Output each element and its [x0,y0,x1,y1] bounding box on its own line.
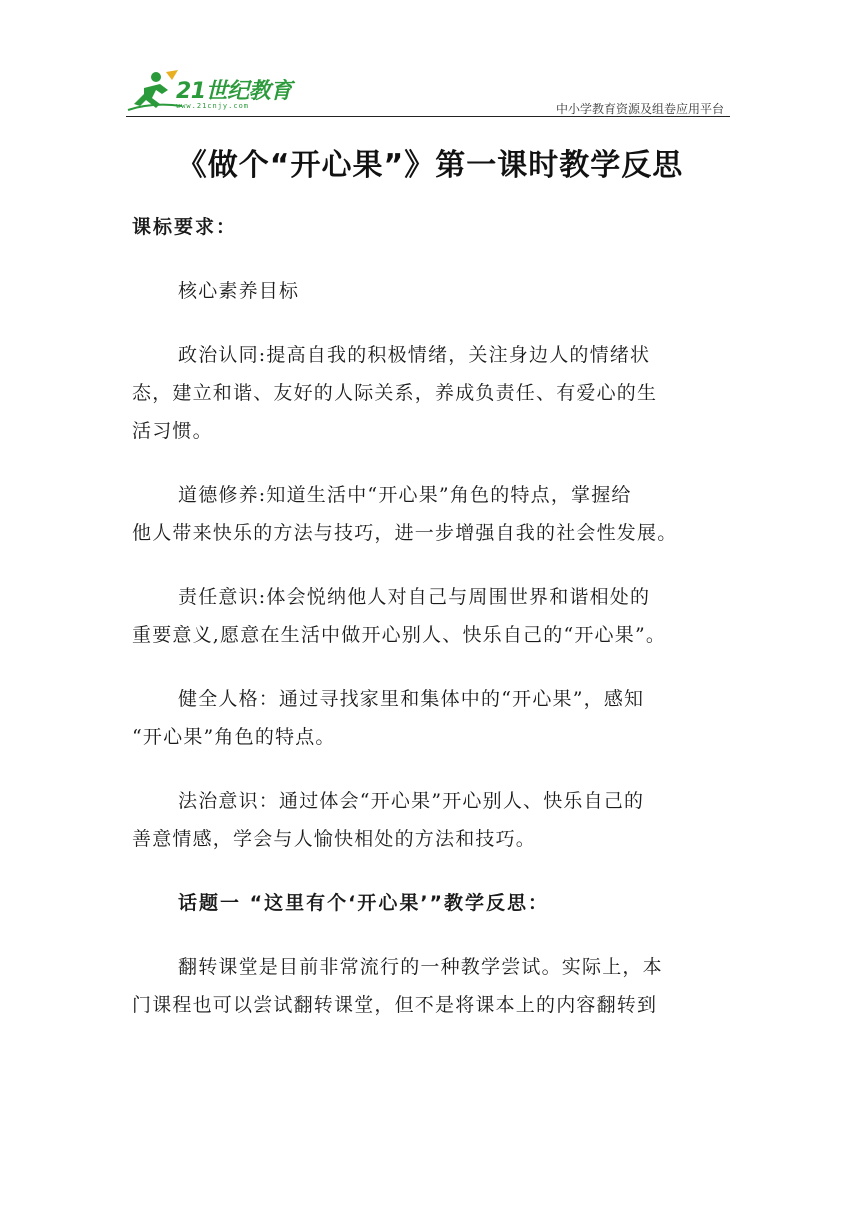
logo [126,68,296,114]
core-literacy-heading: 核心素养目标 [178,280,300,302]
paragraph-line: 翻转课堂是目前非常流行的一种教学尝试。实际上，本 [178,956,663,978]
document-title: 《做个“开心果”》第一课时教学反思 [176,148,684,183]
paragraph-responsibility [132,578,732,654]
topic-heading: 话题一 “这里有个‘开心果’”教学反思： [178,892,550,914]
paragraph-moral [132,476,732,552]
paragraph-line: 态，建立和谐、友好的人际关系，养成负责任、有爱心的生 [132,382,658,404]
paragraph-line: 重要意义,愿意在生活中做开心别人、快乐自己的“开心果”。 [132,624,667,646]
paragraph-line: 政治认同:提高自我的积极情绪，关注身边人的情绪状 [178,344,651,366]
paragraph-line: 善意情感，学会与人愉快相处的方法和技巧。 [132,828,537,850]
paragraph-line: 法治意识：通过体会“开心果”开心别人、快乐自己的 [178,790,645,812]
paragraph-line: 门课程也可以尝试翻转课堂，但不是将课本上的内容翻转到 [132,994,658,1016]
header-divider [126,116,730,117]
logo-text: 21世纪教育 [176,79,292,104]
paragraph-political [132,336,732,450]
logo-url: www.21cnjy.com [176,102,250,110]
paragraph-line: 责任意识:体会悦纳他人对自己与周围世界和谐相处的 [178,586,651,608]
paragraph-line: 健全人格：通过寻找家里和集体中的“开心果”，感知 [178,688,645,710]
page-header [126,64,730,118]
paragraph-line: 他人带来快乐的方法与技巧，进一步增强自我的社会性发展。 [132,522,678,544]
platform-tagline: 中小学教育资源及组卷应用平台 [555,102,724,116]
paragraph-line: “开心果”角色的特点。 [132,726,336,748]
section-heading: 课标要求： [132,216,238,238]
paragraph-personality [132,680,732,756]
paragraph-line: 活习惯。 [132,420,213,442]
paragraph-line: 道德修养:知道生活中“开心果”角色的特点，掌握给 [178,484,632,506]
paragraph-law [132,782,732,858]
paragraph-flipped-classroom [132,948,732,1024]
document-body [132,208,732,1024]
